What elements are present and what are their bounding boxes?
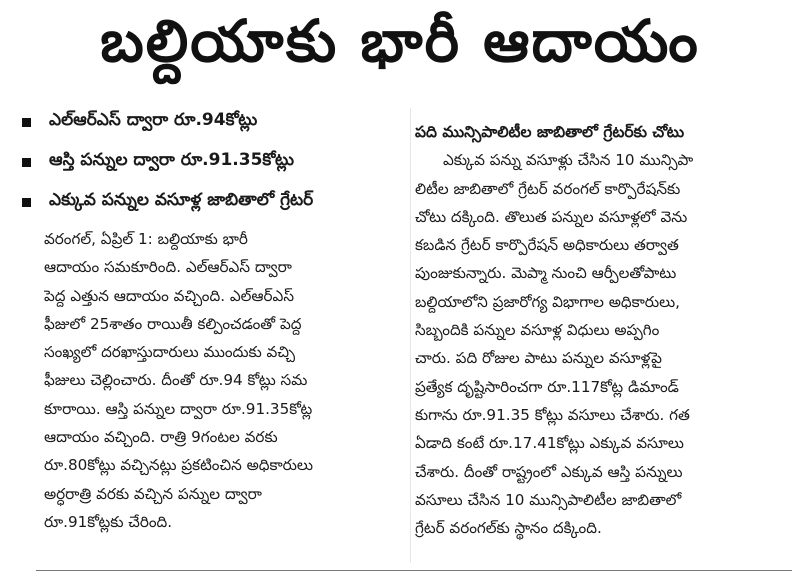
bullet-square-icon [22,118,31,127]
article-line: రూ.91కోట్లకు చేరింది. [44,512,173,531]
article-line: ఎక్కువ పన్ను వసూళ్లు చేసిన 10 మున్సిపా [443,151,694,170]
highlights-list [22,102,402,222]
column-divider [410,108,411,563]
article-line: లిటీల జాబితాలో గ్రేటర్ వరంగల్ కార్పొరేషన్‌కు [415,179,681,198]
bullet-square-icon [22,158,31,167]
article-line: కూరాయి. ఆస్తి పన్నుల ద్వారా రూ.91.35కోట్ల [44,399,313,418]
highlight-text: ఎక్కువ పన్నుల వసూళ్ల జాబితాలో గ్రేటర్ [49,190,314,210]
article-line: చారు. పది రోజుల పాటు పన్నుల వసూళ్లపై [415,349,662,368]
article-line: రూ.80కోట్లు వచ్చినట్లు ప్రకటించిన అధికారులు [44,456,313,475]
article-line: ఆదాయం సమకూరింది. ఎల్ఆర్ఎస్ ద్వారా [44,258,292,277]
article-line: కబడిన గ్రేటర్ కార్పొరేషన్ అధికారులు తర్వాత [415,236,679,255]
article-line: చేశారు. దీంతో రాష్ట్రంలో ఎక్కువ ఆస్తి పన్నులు [415,462,683,481]
subheading: పది మున్సిపాలిటీల జాబితాలో గ్రేటర్‌కు చోటు [415,123,685,141]
highlight-text: ఆస్తి పన్నుల ద్వారా రూ.91.35కోట్లు [49,150,295,170]
article-column-left [44,225,408,536]
article-line: గ్రేటర్ వరంగల్‌కు స్థానం దక్కింది. [415,519,602,538]
highlight-item [22,142,402,182]
article-line: బల్దియాలోని ప్రజారోగ్య విభాగాల అధికారులు, [415,292,680,311]
bottom-rule [36,570,792,571]
article-line: ఫీజులు చెల్లించారు. దీంతో రూ.94 కోట్లు సమ [44,371,308,390]
highlight-item [22,182,402,222]
article-line: పెద్ద ఎత్తున ఆదాయం వచ్చింది. ఎల్ఆర్ఎస్ [44,286,295,305]
article-line: వసూలు చేసిన 10 మున్సిపాలిటీల జాబితాలో [415,490,682,509]
article-line: ఏడాది కంటే రూ.17.41కోట్లు ఎక్కువ వసూలు [415,434,684,453]
article-line: ఆదాయం వచ్చింది. రాత్రి 9గంటల వరకు [44,428,278,447]
headline: బల్దియాకు భారీ ఆదాయం [100,6,700,75]
article-line: సిబ్బందికి పన్నుల వసూళ్ల విధులు అప్పగిం [415,321,660,340]
article-line: చోటు దక్కింది. తొలుత పన్నుల వసూళ్లలో వెను [415,207,688,226]
article-line: ఫీజులో 25శాతం రాయితీ కల్పించడంతో పెద్ద [44,314,302,333]
highlight-text: ఎల్ఆర్ఎస్ ద్వారా రూ.94కోట్లు [49,110,258,130]
article-line: అర్ధరాత్రి వరకు వచ్చిన పన్నుల ద్వారా [44,484,262,503]
article-line: వరంగల్, ఏప్రిల్ 1: బల్దియాకు భారీ [44,230,248,248]
article-line: సంఖ్యలో దరఖాస్తుదారులు ముందుకు వచ్చి [44,343,296,362]
bullet-square-icon [22,198,31,207]
highlight-item [22,102,402,142]
article-column-right [415,118,787,542]
article-line: పుంజుకున్నారు. మెప్మా నుంచి ఆర్పీలతోపాటు [415,264,677,283]
article-line: ప్రత్యేక దృష్టిసారించగా రూ.117కోట్ల డిమాండ్ [415,377,679,396]
article-line: కుగాను రూ.91.35 కోట్లు వసూలు చేశారు. గత [415,405,690,424]
